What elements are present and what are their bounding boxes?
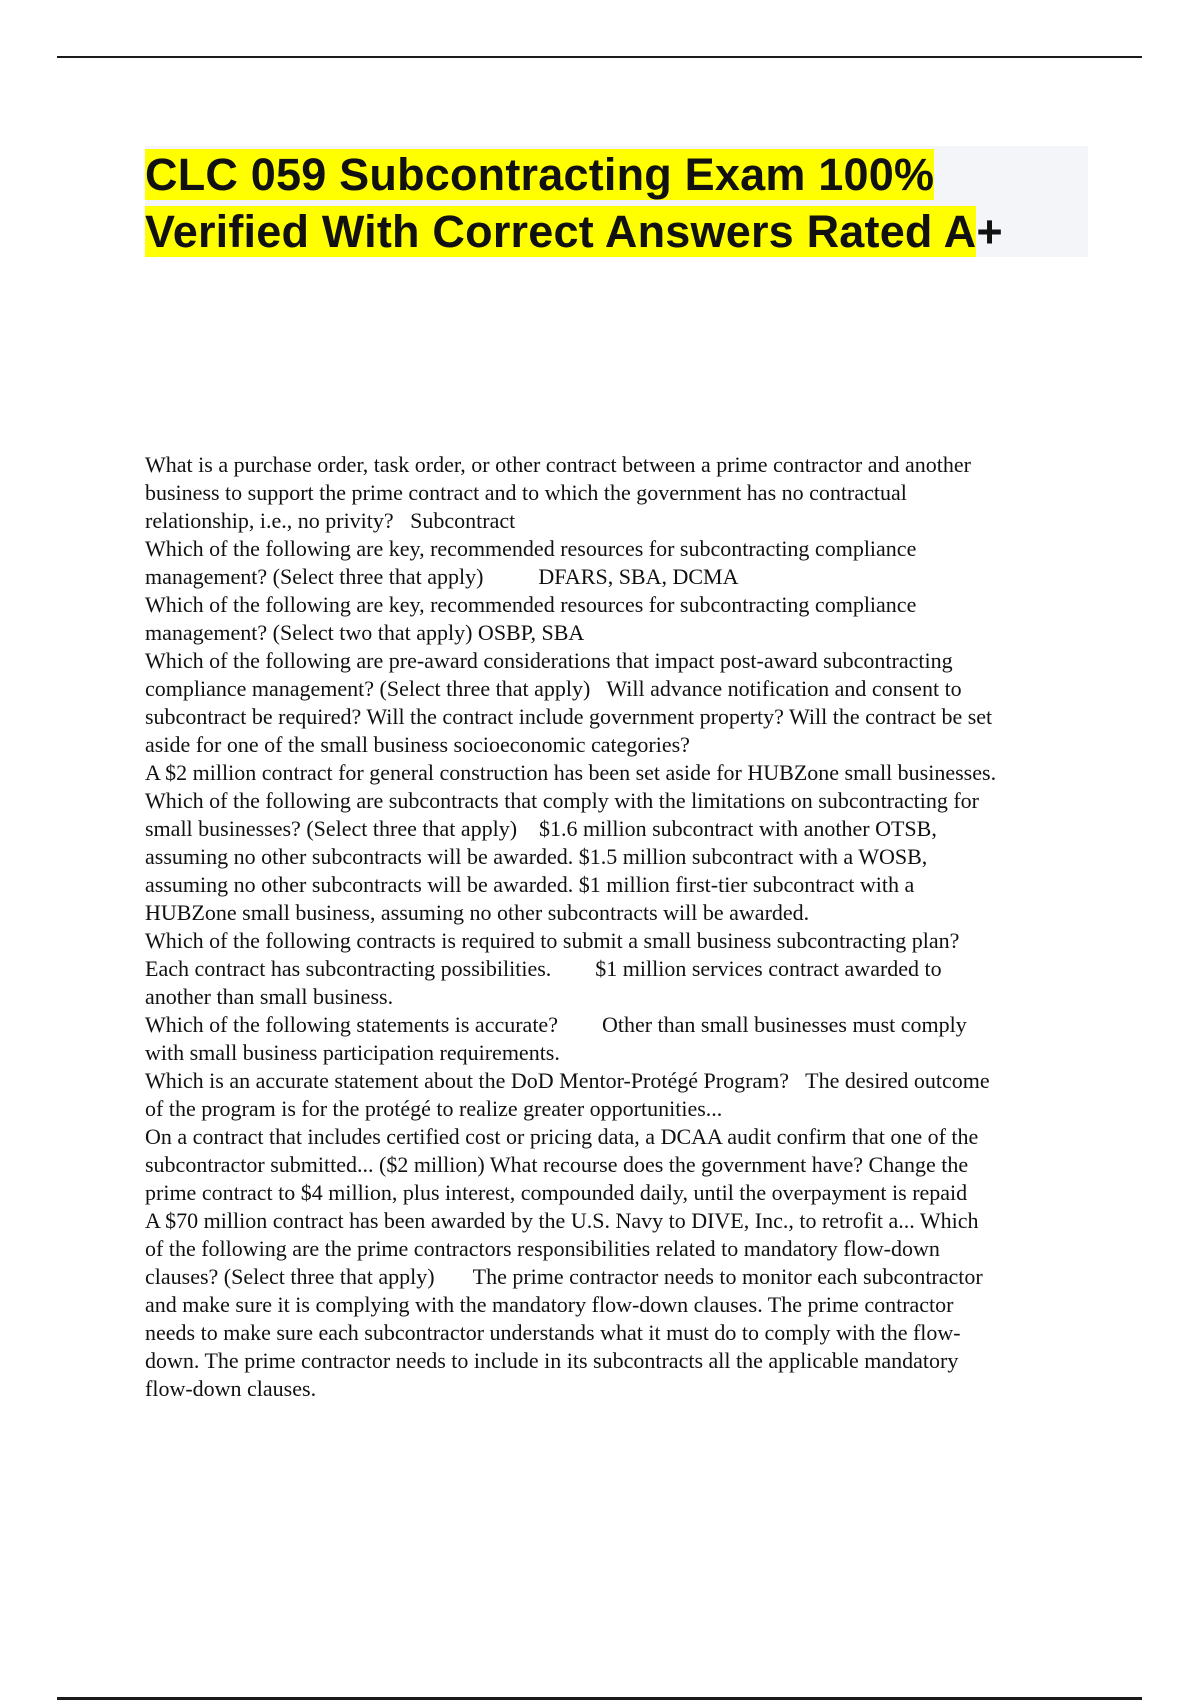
title-block bbox=[145, 146, 1088, 257]
body-line: of the following are the prime contractors responsibilities related to mandatory flow-down bbox=[145, 1236, 940, 1261]
body-line: Which of the following are pre-award considerations that impact post-award subcontracting bbox=[145, 648, 953, 673]
top-rule bbox=[57, 56, 1142, 58]
body-line: Which of the following are subcontracts that comply with the limitations on subcontracting for bbox=[145, 788, 979, 813]
body-line: Which is an accurate statement about the DoD Mentor-Protégé Program? The desired outcome bbox=[145, 1068, 990, 1093]
body-line: HUBZone small business, assuming no other subcontracts will be awarded. bbox=[145, 900, 810, 925]
title-line-2-suffix: + bbox=[976, 206, 1003, 257]
title-line-2 bbox=[145, 203, 1088, 260]
body-line: aside for one of the small business socioeconomic categories? bbox=[145, 732, 690, 757]
body-line: management? (Select three that apply) DFARS, SBA, DCMA bbox=[145, 564, 739, 589]
body-line: subcontractor submitted... ($2 million) What recourse does the government have? Change the bbox=[145, 1152, 969, 1177]
document-title bbox=[145, 146, 1088, 260]
qa-body bbox=[145, 451, 1095, 1403]
body-line: Which of the following contracts is required to submit a small business subcontracting plan? bbox=[145, 928, 960, 953]
body-line: assuming no other subcontracts will be awarded. $1.5 million subcontract with a WOSB, bbox=[145, 844, 928, 869]
body-line: Which of the following statements is accurate? Other than small businesses must comply bbox=[145, 1012, 967, 1037]
body-line: Each contract has subcontracting possibilities. $1 million services contract awarded to bbox=[145, 956, 942, 981]
body-line: flow-down clauses. bbox=[145, 1376, 317, 1401]
title-line-2-text: Verified With Correct Answers Rated A bbox=[145, 206, 977, 257]
body-line: management? (Select two that apply) OSBP, SBA bbox=[145, 620, 585, 645]
body-line: prime contract to $4 million, plus interest, compounded daily, until the overpayment is repaid bbox=[145, 1180, 968, 1205]
body-line: A $2 million contract for general construction has been set aside for HUBZone small businesses. bbox=[145, 760, 997, 785]
body-line: What is a purchase order, task order, or other contract between a prime contractor and another bbox=[145, 452, 971, 477]
body-line: down. The prime contractor needs to include in its subcontracts all the applicable mandatory bbox=[145, 1348, 959, 1373]
body-line: A $70 million contract has been awarded by the U.S. Navy to DIVE, Inc., to retrofit a... Which bbox=[145, 1208, 979, 1233]
body-line: clauses? (Select three that apply) The prime contractor needs to monitor each subcontractor bbox=[145, 1264, 983, 1289]
body-line: with small business participation requirements. bbox=[145, 1040, 560, 1065]
body-line: small businesses? (Select three that apply) $1.6 million subcontract with another OTSB, bbox=[145, 816, 937, 841]
body-line: and make sure it is complying with the mandatory flow-down clauses. The prime contractor bbox=[145, 1292, 954, 1317]
title-line-1 bbox=[145, 146, 1088, 203]
body-line: compliance management? (Select three that apply) Will advance notification and consent to bbox=[145, 676, 962, 701]
body-line: business to support the prime contract and to which the government has no contractual bbox=[145, 480, 907, 505]
body-line: On a contract that includes certified cost or pricing data, a DCAA audit confirm that one of the bbox=[145, 1124, 979, 1149]
body-line: another than small business. bbox=[145, 984, 394, 1009]
body-line: relationship, i.e., no privity? Subcontract bbox=[145, 508, 516, 533]
body-line: subcontract be required? Will the contract include government property? Will the contract be set bbox=[145, 704, 993, 729]
title-line-1-text: CLC 059 Subcontracting Exam 100% bbox=[145, 149, 935, 200]
body-line: Which of the following are key, recommended resources for subcontracting compliance bbox=[145, 536, 917, 561]
body-line: assuming no other subcontracts will be awarded. $1 million first-tier subcontract with a bbox=[145, 872, 915, 897]
body-line: needs to make sure each subcontractor understands what it must do to comply with the flow- bbox=[145, 1320, 961, 1345]
body-line: Which of the following are key, recommended resources for subcontracting compliance bbox=[145, 592, 917, 617]
body-line: of the program is for the protégé to realize greater opportunities... bbox=[145, 1096, 723, 1121]
